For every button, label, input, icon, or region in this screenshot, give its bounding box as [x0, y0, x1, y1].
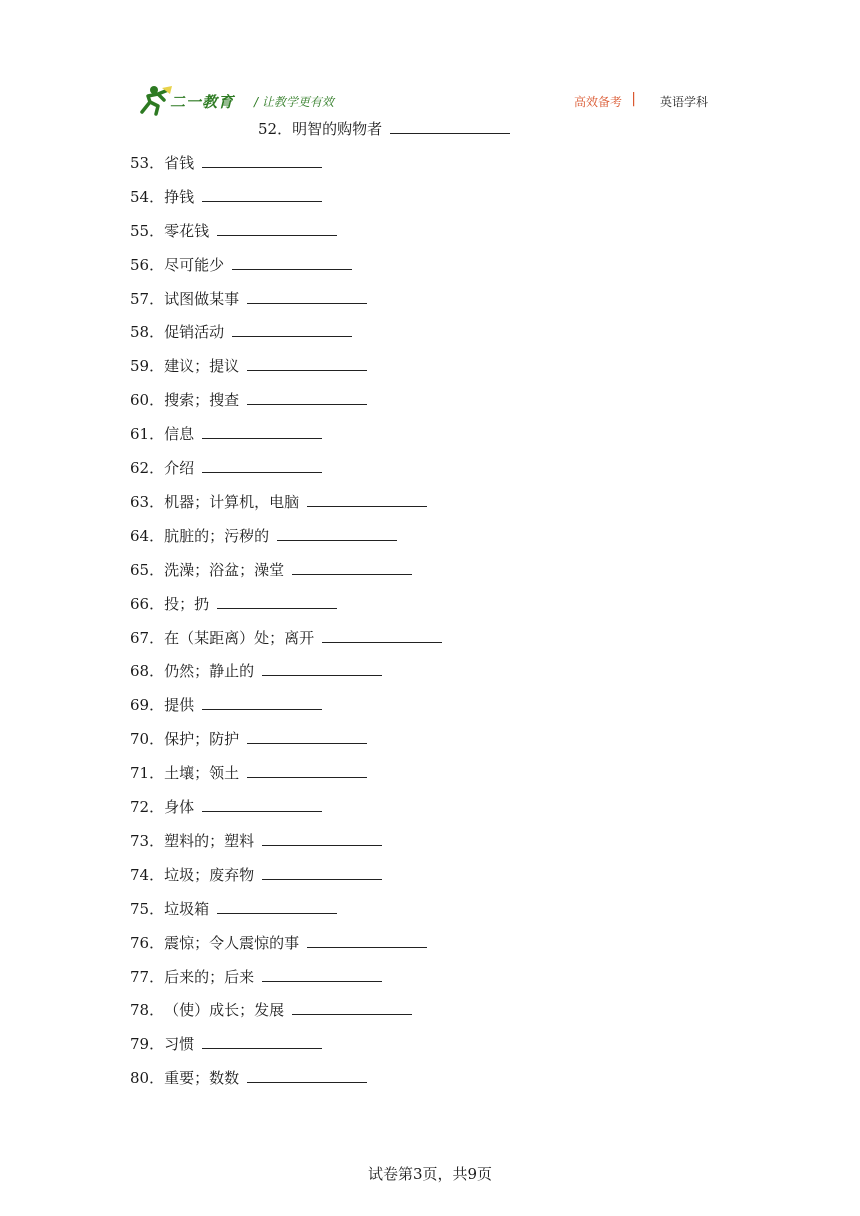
item-term: 塑料的；塑料 [164, 831, 255, 850]
vocab-item [130, 864, 382, 886]
item-term: 建议；提议 [164, 357, 240, 376]
item-term: 仍然；静止的 [164, 662, 255, 681]
answer-blank[interactable] [202, 152, 322, 168]
vocab-item [258, 118, 510, 140]
item-number: 72． [130, 798, 165, 816]
header-tag-exam: 高效备考 [573, 95, 622, 109]
answer-blank[interactable] [247, 288, 367, 304]
item-term: 尽可能少 [164, 255, 225, 274]
item-number: 54． [130, 187, 165, 206]
vocab-item [130, 728, 367, 750]
item-number: 59． [130, 357, 165, 376]
item-number: 64． [130, 526, 165, 545]
vocab-item [130, 355, 367, 377]
answer-blank[interactable] [202, 186, 322, 202]
item-term: 重要；数数 [164, 1069, 240, 1088]
item-term: 投；扔 [164, 594, 210, 613]
vocab-item [130, 491, 427, 513]
item-number: 53． [130, 153, 165, 172]
item-term: 洗澡；浴盆；澡堂 [164, 560, 285, 579]
page-number: 试卷第3页，共9页 [367, 1165, 493, 1183]
answer-blank[interactable] [277, 525, 397, 541]
slogan: / 让教学更有效 [254, 95, 334, 109]
item-term: 介绍 [164, 459, 195, 477]
item-term: 信息 [164, 425, 195, 444]
answer-blank[interactable] [202, 457, 322, 473]
answer-blank[interactable] [247, 762, 367, 778]
vocab-item [130, 559, 412, 581]
logo-text: 二一教育 [170, 93, 235, 111]
page-header [134, 84, 714, 116]
answer-blank[interactable] [232, 254, 352, 270]
item-number: 74． [130, 865, 165, 884]
answer-blank[interactable] [292, 559, 412, 575]
vocab-item [130, 694, 322, 716]
item-term: （使）成长；发展 [164, 1001, 285, 1020]
item-number: 75． [130, 899, 165, 918]
item-number: 65． [130, 560, 165, 579]
item-term: 后来的；后来 [164, 967, 255, 986]
answer-blank[interactable] [202, 1033, 322, 1049]
item-number: 55． [130, 221, 165, 240]
runner-logo-icon [134, 84, 174, 116]
item-term: 零花钱 [164, 221, 210, 240]
vocab-item [130, 1033, 322, 1055]
item-number: 79． [130, 1035, 165, 1054]
answer-blank[interactable] [322, 627, 442, 643]
vocab-item [130, 898, 337, 920]
item-term: 机器；计算机，电脑 [164, 492, 300, 511]
answer-blank[interactable] [247, 728, 367, 744]
item-term: 肮脏的；污秽的 [164, 526, 270, 545]
vocab-item [130, 254, 352, 276]
vocab-item [130, 932, 427, 954]
item-term: 挣钱 [164, 187, 195, 206]
vocab-item [130, 288, 367, 310]
item-number: 61． [130, 425, 165, 444]
vocab-item [130, 966, 382, 988]
answer-blank[interactable] [217, 593, 337, 609]
answer-blank[interactable] [202, 423, 322, 439]
item-number: 62． [130, 459, 165, 477]
answer-blank[interactable] [262, 966, 382, 982]
item-number: 56． [130, 255, 165, 274]
item-number: 71． [130, 764, 165, 783]
item-number: 60． [130, 391, 165, 410]
item-number: 57． [130, 289, 165, 308]
item-term: 明智的购物者 [292, 120, 383, 138]
item-number: 67． [130, 628, 165, 647]
vocab-item [130, 423, 322, 445]
item-term: 习惯 [164, 1035, 195, 1054]
item-number: 78． [130, 1001, 165, 1020]
answer-blank[interactable] [307, 491, 427, 507]
item-term: 身体 [164, 798, 195, 816]
vocab-item [130, 152, 322, 174]
header-tag-subject: 英语学科 [659, 95, 708, 109]
item-term: 保护；防护 [164, 730, 240, 749]
vocab-item [130, 389, 367, 411]
vocab-item [130, 525, 397, 547]
item-number: 76． [130, 933, 165, 952]
item-number: 69． [130, 696, 165, 715]
vocab-item [130, 999, 412, 1021]
item-term: 搜索；搜查 [164, 391, 240, 410]
item-term: 省钱 [164, 153, 195, 172]
item-term: 提供 [164, 696, 195, 715]
answer-blank[interactable] [247, 355, 367, 371]
answer-blank[interactable] [232, 321, 352, 337]
item-number: 58． [130, 323, 165, 342]
answer-blank[interactable] [247, 1067, 367, 1083]
item-term: 在（某距离）处；离开 [164, 628, 315, 647]
vocab-item [130, 830, 382, 852]
answer-blank[interactable] [292, 999, 412, 1015]
vocab-item [130, 457, 322, 479]
answer-blank[interactable] [307, 932, 427, 948]
answer-blank[interactable] [247, 389, 367, 405]
header-tag-separator: | [631, 91, 636, 107]
vocab-item [130, 186, 322, 208]
item-term: 土壤；领土 [164, 764, 240, 783]
answer-blank[interactable] [390, 118, 510, 134]
item-number: 80． [130, 1069, 165, 1088]
item-term: 垃圾箱 [164, 899, 210, 918]
item-number: 66． [130, 594, 165, 613]
answer-blank[interactable] [202, 694, 322, 710]
answer-blank[interactable] [217, 898, 337, 914]
vocab-item [130, 627, 442, 649]
answer-blank[interactable] [262, 830, 382, 846]
item-term: 震惊；令人震惊的事 [164, 933, 300, 952]
item-number: 68． [130, 662, 165, 681]
logo [134, 84, 244, 116]
item-term: 垃圾；废弃物 [164, 865, 255, 884]
vocab-item [130, 1067, 367, 1089]
vocab-item [130, 762, 367, 784]
answer-blank[interactable] [202, 796, 322, 812]
item-number: 63． [130, 492, 165, 511]
vocab-item [130, 796, 322, 818]
vocab-item [130, 593, 337, 615]
item-number: 73． [130, 831, 165, 850]
item-number: 52． [258, 120, 293, 138]
item-number: 77． [130, 967, 165, 986]
vocab-item [130, 220, 337, 242]
item-number: 70． [130, 730, 165, 749]
answer-blank[interactable] [262, 660, 382, 676]
answer-blank[interactable] [217, 220, 337, 236]
vocab-item [130, 321, 352, 343]
answer-blank[interactable] [262, 864, 382, 880]
vocab-item [130, 660, 382, 682]
item-term: 促销活动 [164, 323, 225, 342]
item-term: 试图做某事 [164, 289, 240, 308]
